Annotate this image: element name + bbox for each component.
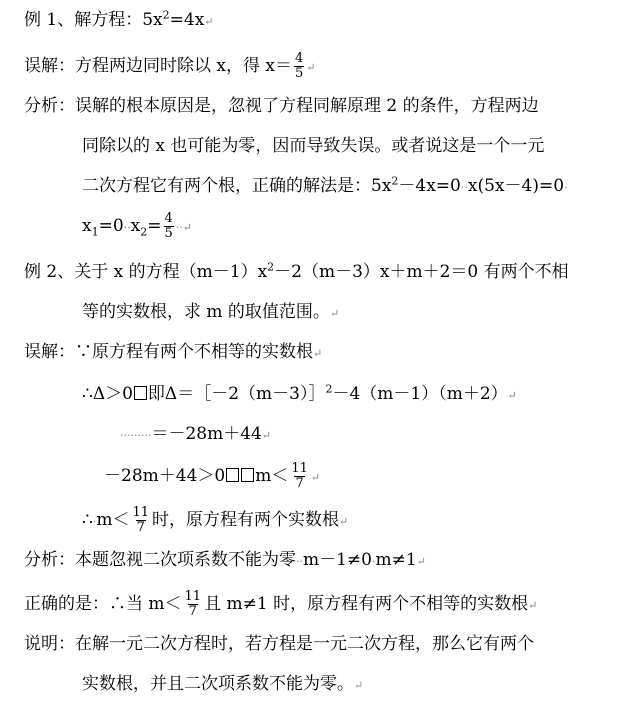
placeholder-box — [226, 468, 239, 482]
wrong-step-4: ∴·m＜ $\frac{11}{7}$ 时，原方程有两个实数根↵ — [82, 505, 349, 535]
example-1-solution: $x_1=0\cdot\cdot x_2=$ $\frac{4}{5}$ ··↵ — [82, 211, 192, 241]
note-line-2: 实数根，并且二次项系数不能为零。↵ — [82, 674, 364, 694]
placeholder-box — [241, 468, 254, 482]
fraction: $\frac{11}{7}$ — [132, 505, 149, 535]
example-2-question-line-2: 等的实数根，求 m 的取值范围。↵ — [82, 302, 340, 322]
example-1-heading: 例 1、解方程：$5x^2=4x↵$ — [24, 8, 214, 30]
fraction: $\frac{4}{5}$ — [294, 51, 304, 81]
fraction: $\frac{11}{7}$ — [184, 589, 202, 619]
paragraph-mark: ↵ — [339, 515, 349, 528]
example-1-analysis-line-2: 同除以的 x 也可能为零，因而导致失误。或者说这是一个一元 — [82, 136, 545, 156]
example-1-analysis-line-3: 二次方程它有两个根，正确的解法是：$5x^2-4x=0\cdot\cdot x(5x-4)=0\cdot$ — [82, 174, 568, 196]
note-label: 说明： — [24, 634, 75, 654]
placeholder-box — [134, 386, 147, 400]
example-2-wrong-solution: 误解：∵原方程有两个不相等的实数根↵ — [24, 342, 323, 362]
example-2-question-line-1: 例 2、关于 x 的方程$(m-1)x^2-2(m-3)x+m+2=0$ 有两个不相 — [24, 260, 569, 282]
example-1-wrong-solution: 误解：方程两边同时除以 x，得 x＝ $\frac{4}{5}$ ↵ — [24, 51, 316, 81]
paragraph-mark: ↵ — [261, 429, 272, 442]
wrong-step-3: －28m＋44＞0 m＜ $\frac{11}{7}$ ↵ — [104, 461, 321, 491]
wrong-label: 误解： — [24, 342, 75, 362]
paragraph-mark: ↵ — [182, 221, 192, 234]
analysis-label: 分析： — [24, 96, 75, 116]
correct-label: 正确的是： — [24, 594, 109, 614]
wrong-label: 误解： — [24, 56, 75, 76]
fraction: $\frac{4}{5}$ — [164, 211, 173, 241]
paragraph-mark: ↵ — [204, 15, 214, 28]
wrong-step-2: ·········＝－28m＋44↵ — [120, 424, 272, 444]
paragraph-mark: ↵ — [306, 61, 316, 74]
example-2-label: 例 2、 — [24, 262, 75, 282]
paragraph-mark: ↵ — [310, 471, 321, 484]
fraction: $\frac{11}{7}$ — [291, 461, 308, 491]
example-1-label: 例 1、解方程： — [24, 10, 143, 30]
note-line-1: 说明：在解一元二次方程时，若方程是一元二次方程，那么它有两个 — [24, 634, 534, 654]
paragraph-mark: ↵ — [313, 347, 323, 360]
paragraph-mark: ↵ — [507, 389, 517, 402]
wrong-step-1: ∴Δ＞0 即Δ＝［－2（m－3）］$^2$－4（m－1）（m＋2）↵ — [82, 382, 517, 404]
paragraph-mark: ↵ — [416, 555, 426, 568]
paragraph-mark: ↵ — [528, 599, 538, 612]
analysis-label: 分析： — [24, 550, 75, 570]
paragraph-mark: ↵ — [354, 679, 364, 692]
example-2-correct-solution: 正确的是：∴当 m＜ $\frac{11}{7}$ 且 m≠1 时，原方程有两个不相等的实数根↵ — [24, 589, 538, 619]
paragraph-mark: ↵ — [329, 307, 340, 320]
example-2-analysis: 分析：本题忽视二次项系数不能为零··m－1≠0·m≠1↵ — [24, 550, 426, 570]
example-1-analysis-line-1: 分析：误解的根本原因是，忽视了方程同解原理 2 的条件，方程两边 — [24, 96, 539, 116]
